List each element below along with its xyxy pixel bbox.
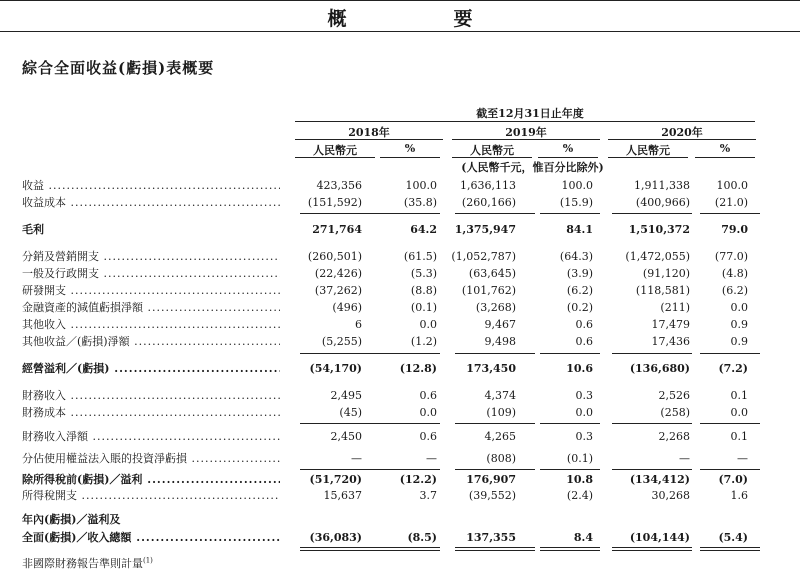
row-value: (77.0) (714, 250, 748, 263)
row-value: 0.3 (575, 430, 593, 443)
row-value: 3.7 (419, 489, 437, 502)
row-value: (8.5) (407, 531, 437, 544)
row-value: (7.0) (718, 473, 748, 486)
subtotal-rule (540, 547, 600, 548)
row-value: 10.6 (566, 362, 593, 375)
row-value: (63,645) (468, 267, 516, 280)
row-value: 79.0 (721, 223, 748, 236)
row-value: 0.0 (419, 318, 437, 331)
year-2020-rule (608, 139, 756, 140)
row-value: (39,552) (468, 489, 516, 502)
row-value: (64.3) (559, 250, 593, 263)
units-note: (人民幣千元，惟百分比除外) (461, 161, 604, 174)
row-value: (260,501) (307, 250, 362, 263)
row-value: (51,720) (309, 473, 362, 486)
row-label: 所得稅開支 ..... (22, 488, 280, 504)
table-row (0, 334, 800, 350)
table-row (0, 451, 800, 467)
row-label: 其他收益／(虧損)淨額 ..... (22, 334, 280, 350)
table-row (0, 472, 800, 488)
subtotal-rule (455, 550, 535, 551)
period-underline (295, 121, 755, 122)
table-row (0, 283, 800, 299)
row-value: 0.0 (730, 406, 748, 419)
row-value: (12.8) (399, 362, 437, 375)
row-value: (0.1) (566, 452, 593, 465)
row-label: 收益成本 ..... (22, 195, 280, 211)
row-label: 分佔使用權益法入賬的投資淨虧損 ..... (22, 451, 280, 467)
row-value: 84.1 (566, 223, 593, 236)
col-rmb-2019: 人民幣元 (470, 144, 514, 157)
col-pct-2020: % (719, 142, 731, 155)
year-2019: 2019年 (505, 126, 547, 139)
row-value: 1.6 (730, 489, 748, 502)
table-row (0, 388, 800, 404)
row-label: 財務收入 ..... (22, 388, 280, 404)
subtotal-rule (700, 469, 760, 470)
row-value: (6.2) (566, 284, 593, 297)
row-value: 0.6 (419, 389, 437, 402)
subtotal-rule (612, 353, 692, 354)
table-row (0, 512, 800, 528)
row-value: (35.8) (403, 196, 437, 209)
row-value: 64.2 (410, 223, 437, 236)
subtotal-rule (700, 353, 760, 354)
row-value: 173,450 (466, 362, 516, 375)
row-value: (211) (660, 301, 690, 314)
row-label: 一般及行政開支 ..... (22, 266, 280, 282)
row-value: 1,636,113 (460, 179, 516, 192)
row-value: 17,436 (651, 335, 690, 348)
col-pct-2018: % (404, 142, 416, 155)
col-rule-2 (380, 157, 440, 158)
row-label: 研發開支 ..... (22, 283, 280, 299)
row-value: 0.9 (730, 335, 748, 348)
row-value: (54,170) (309, 362, 362, 375)
footnote (22, 555, 153, 571)
year-2019-rule (452, 139, 600, 140)
row-value: 0.0 (575, 406, 593, 419)
subtotal-rule (455, 423, 535, 424)
subtotal-rule (455, 353, 535, 354)
row-label: 年內(虧損)／溢利及 (22, 513, 121, 526)
subtotal-rule (300, 213, 380, 214)
row-value: (3.9) (566, 267, 593, 280)
table-row (0, 195, 800, 211)
row-value: 0.6 (575, 335, 593, 348)
table-row (0, 429, 800, 445)
row-value: 100.0 (561, 179, 593, 192)
row-value: (136,680) (629, 362, 690, 375)
row-value: 100.0 (405, 179, 437, 192)
row-value: 30,268 (651, 489, 690, 502)
section-title: 綜合全面收益(虧損)表概要 (22, 59, 215, 77)
row-value: (1,472,055) (625, 250, 690, 263)
row-value: (6.2) (721, 284, 748, 297)
subtotal-rule (540, 213, 600, 214)
row-value: 6 (355, 318, 362, 331)
top-rule (0, 0, 800, 1)
row-value: (101,762) (461, 284, 516, 297)
row-label: 收益 ..... (22, 178, 280, 194)
row-value: (496) (332, 301, 362, 314)
row-value: 0.1 (730, 430, 748, 443)
row-value: 0.9 (730, 318, 748, 331)
row-label: 分銷及營銷開支 ..... (22, 249, 280, 265)
subtotal-rule (380, 550, 440, 551)
subtotal-rule (380, 547, 440, 548)
subtotal-rule (455, 213, 535, 214)
row-value: (104,144) (629, 531, 690, 544)
subtotal-rule (380, 423, 440, 424)
row-value: (4.8) (721, 267, 748, 280)
row-value: 8.4 (573, 531, 593, 544)
row-value: 0.0 (419, 406, 437, 419)
row-value: (37,262) (314, 284, 362, 297)
row-label: 金融資產的減值虧損淨額 ..... (22, 300, 280, 316)
row-value: (45) (339, 406, 362, 419)
row-value: 0.1 (730, 389, 748, 402)
table-row (0, 222, 800, 238)
subtotal-rule (455, 547, 535, 548)
subtotal-rule (300, 469, 380, 470)
col-rule-3 (452, 157, 532, 158)
row-value: — (737, 452, 748, 465)
row-value: (1,052,787) (451, 250, 516, 263)
row-value: (3,268) (475, 301, 516, 314)
subtotal-rule (380, 213, 440, 214)
col-rule-5 (608, 157, 688, 158)
period-header: 截至12月31日止年度 (476, 107, 584, 120)
year-2018: 2018年 (348, 126, 390, 139)
row-value: (0.1) (410, 301, 437, 314)
subtotal-rule (300, 547, 380, 548)
row-value: (808) (486, 452, 516, 465)
row-value: — (426, 452, 437, 465)
row-value: 17,479 (651, 318, 690, 331)
row-value: (8.8) (410, 284, 437, 297)
subtotal-rule (700, 547, 760, 548)
row-value: (109) (486, 406, 516, 419)
table-row (0, 178, 800, 194)
col-pct-2019: % (562, 142, 574, 155)
row-value: 1,375,947 (454, 223, 516, 236)
row-value: 9,498 (484, 335, 516, 348)
row-value: 423,356 (316, 179, 362, 192)
table-row (0, 488, 800, 504)
row-value: (118,581) (635, 284, 690, 297)
table-row (0, 405, 800, 421)
table-row (0, 361, 800, 377)
table-row (0, 266, 800, 282)
subtotal-rule (540, 423, 600, 424)
row-label: 全面(虧損)／收入總額 ..... (22, 530, 280, 546)
row-value: 176,907 (466, 473, 516, 486)
row-value: (260,166) (461, 196, 516, 209)
footnote-text: 非國際財務報告準則計量 (22, 557, 143, 570)
table-row (0, 249, 800, 265)
row-value: (0.2) (566, 301, 593, 314)
row-label: 財務收入淨額 ..... (22, 429, 280, 445)
row-value: 4,265 (484, 430, 516, 443)
subtotal-rule (612, 213, 692, 214)
row-value: 0.6 (575, 318, 593, 331)
row-value: 271,764 (312, 223, 362, 236)
row-value: 2,450 (330, 430, 362, 443)
row-value: 0.3 (575, 389, 593, 402)
row-value: — (351, 452, 362, 465)
subtotal-rule (300, 550, 380, 551)
subtotal-rule (380, 353, 440, 354)
subtotal-rule (300, 423, 380, 424)
row-value: 100.0 (716, 179, 748, 192)
row-value: (22,426) (314, 267, 362, 280)
row-value: (12.2) (399, 473, 437, 486)
col-rule-1 (295, 157, 375, 158)
row-label: 其他收入 ..... (22, 317, 280, 333)
title-rule (0, 31, 800, 32)
col-rule-4 (538, 157, 598, 158)
row-label: 除所得稅前(虧損)／溢利 ..... (22, 472, 280, 488)
row-value: 0.6 (419, 430, 437, 443)
subtotal-rule (455, 469, 535, 470)
table-row (0, 300, 800, 316)
row-value: (7.2) (718, 362, 748, 375)
row-label: 經營溢利／(虧損) ..... (22, 361, 280, 377)
row-value: 2,495 (330, 389, 362, 402)
subtotal-rule (612, 547, 692, 548)
row-value: (5.4) (718, 531, 748, 544)
row-value: 2,526 (658, 389, 690, 402)
subtotal-rule (700, 213, 760, 214)
row-value: (400,966) (635, 196, 690, 209)
col-rmb-2020: 人民幣元 (626, 144, 670, 157)
page-title: 概 要 (327, 8, 517, 30)
row-value: (61.5) (403, 250, 437, 263)
year-2020: 2020年 (661, 126, 703, 139)
row-value: (1.2) (410, 335, 437, 348)
subtotal-rule (540, 550, 600, 551)
row-value: 1,911,338 (634, 179, 690, 192)
table-row (0, 317, 800, 333)
subtotal-rule (612, 423, 692, 424)
row-value: 15,637 (323, 489, 362, 502)
row-value: 2,268 (658, 430, 690, 443)
row-value: (15.9) (559, 196, 593, 209)
row-value: 4,374 (484, 389, 516, 402)
row-value: (5,255) (321, 335, 362, 348)
row-value: (36,083) (309, 531, 362, 544)
subtotal-rule (540, 469, 600, 470)
table-row (0, 530, 800, 546)
subtotal-rule (612, 469, 692, 470)
row-label: 財務成本 ..... (22, 405, 280, 421)
subtotal-rule (380, 469, 440, 470)
subtotal-rule (700, 550, 760, 551)
row-value: (2.4) (566, 489, 593, 502)
subtotal-rule (700, 423, 760, 424)
row-value: (91,120) (642, 267, 690, 280)
col-rmb-2018: 人民幣元 (313, 144, 357, 157)
row-value: 0.0 (730, 301, 748, 314)
row-value: 1,510,372 (628, 223, 690, 236)
year-2018-rule (295, 139, 443, 140)
row-value: 9,467 (484, 318, 516, 331)
row-value: — (679, 452, 690, 465)
row-value: (5.3) (410, 267, 437, 280)
col-rule-6 (695, 157, 755, 158)
row-label: 毛利 (22, 223, 44, 236)
subtotal-rule (300, 353, 380, 354)
row-value: (258) (660, 406, 690, 419)
row-value: (134,412) (629, 473, 690, 486)
subtotal-rule (540, 353, 600, 354)
row-value: (21.0) (714, 196, 748, 209)
row-value: (151,592) (307, 196, 362, 209)
row-value: 137,355 (466, 531, 516, 544)
subtotal-rule (612, 550, 692, 551)
footnote-mark: (1) (143, 556, 153, 565)
row-value: 10.8 (566, 473, 593, 486)
